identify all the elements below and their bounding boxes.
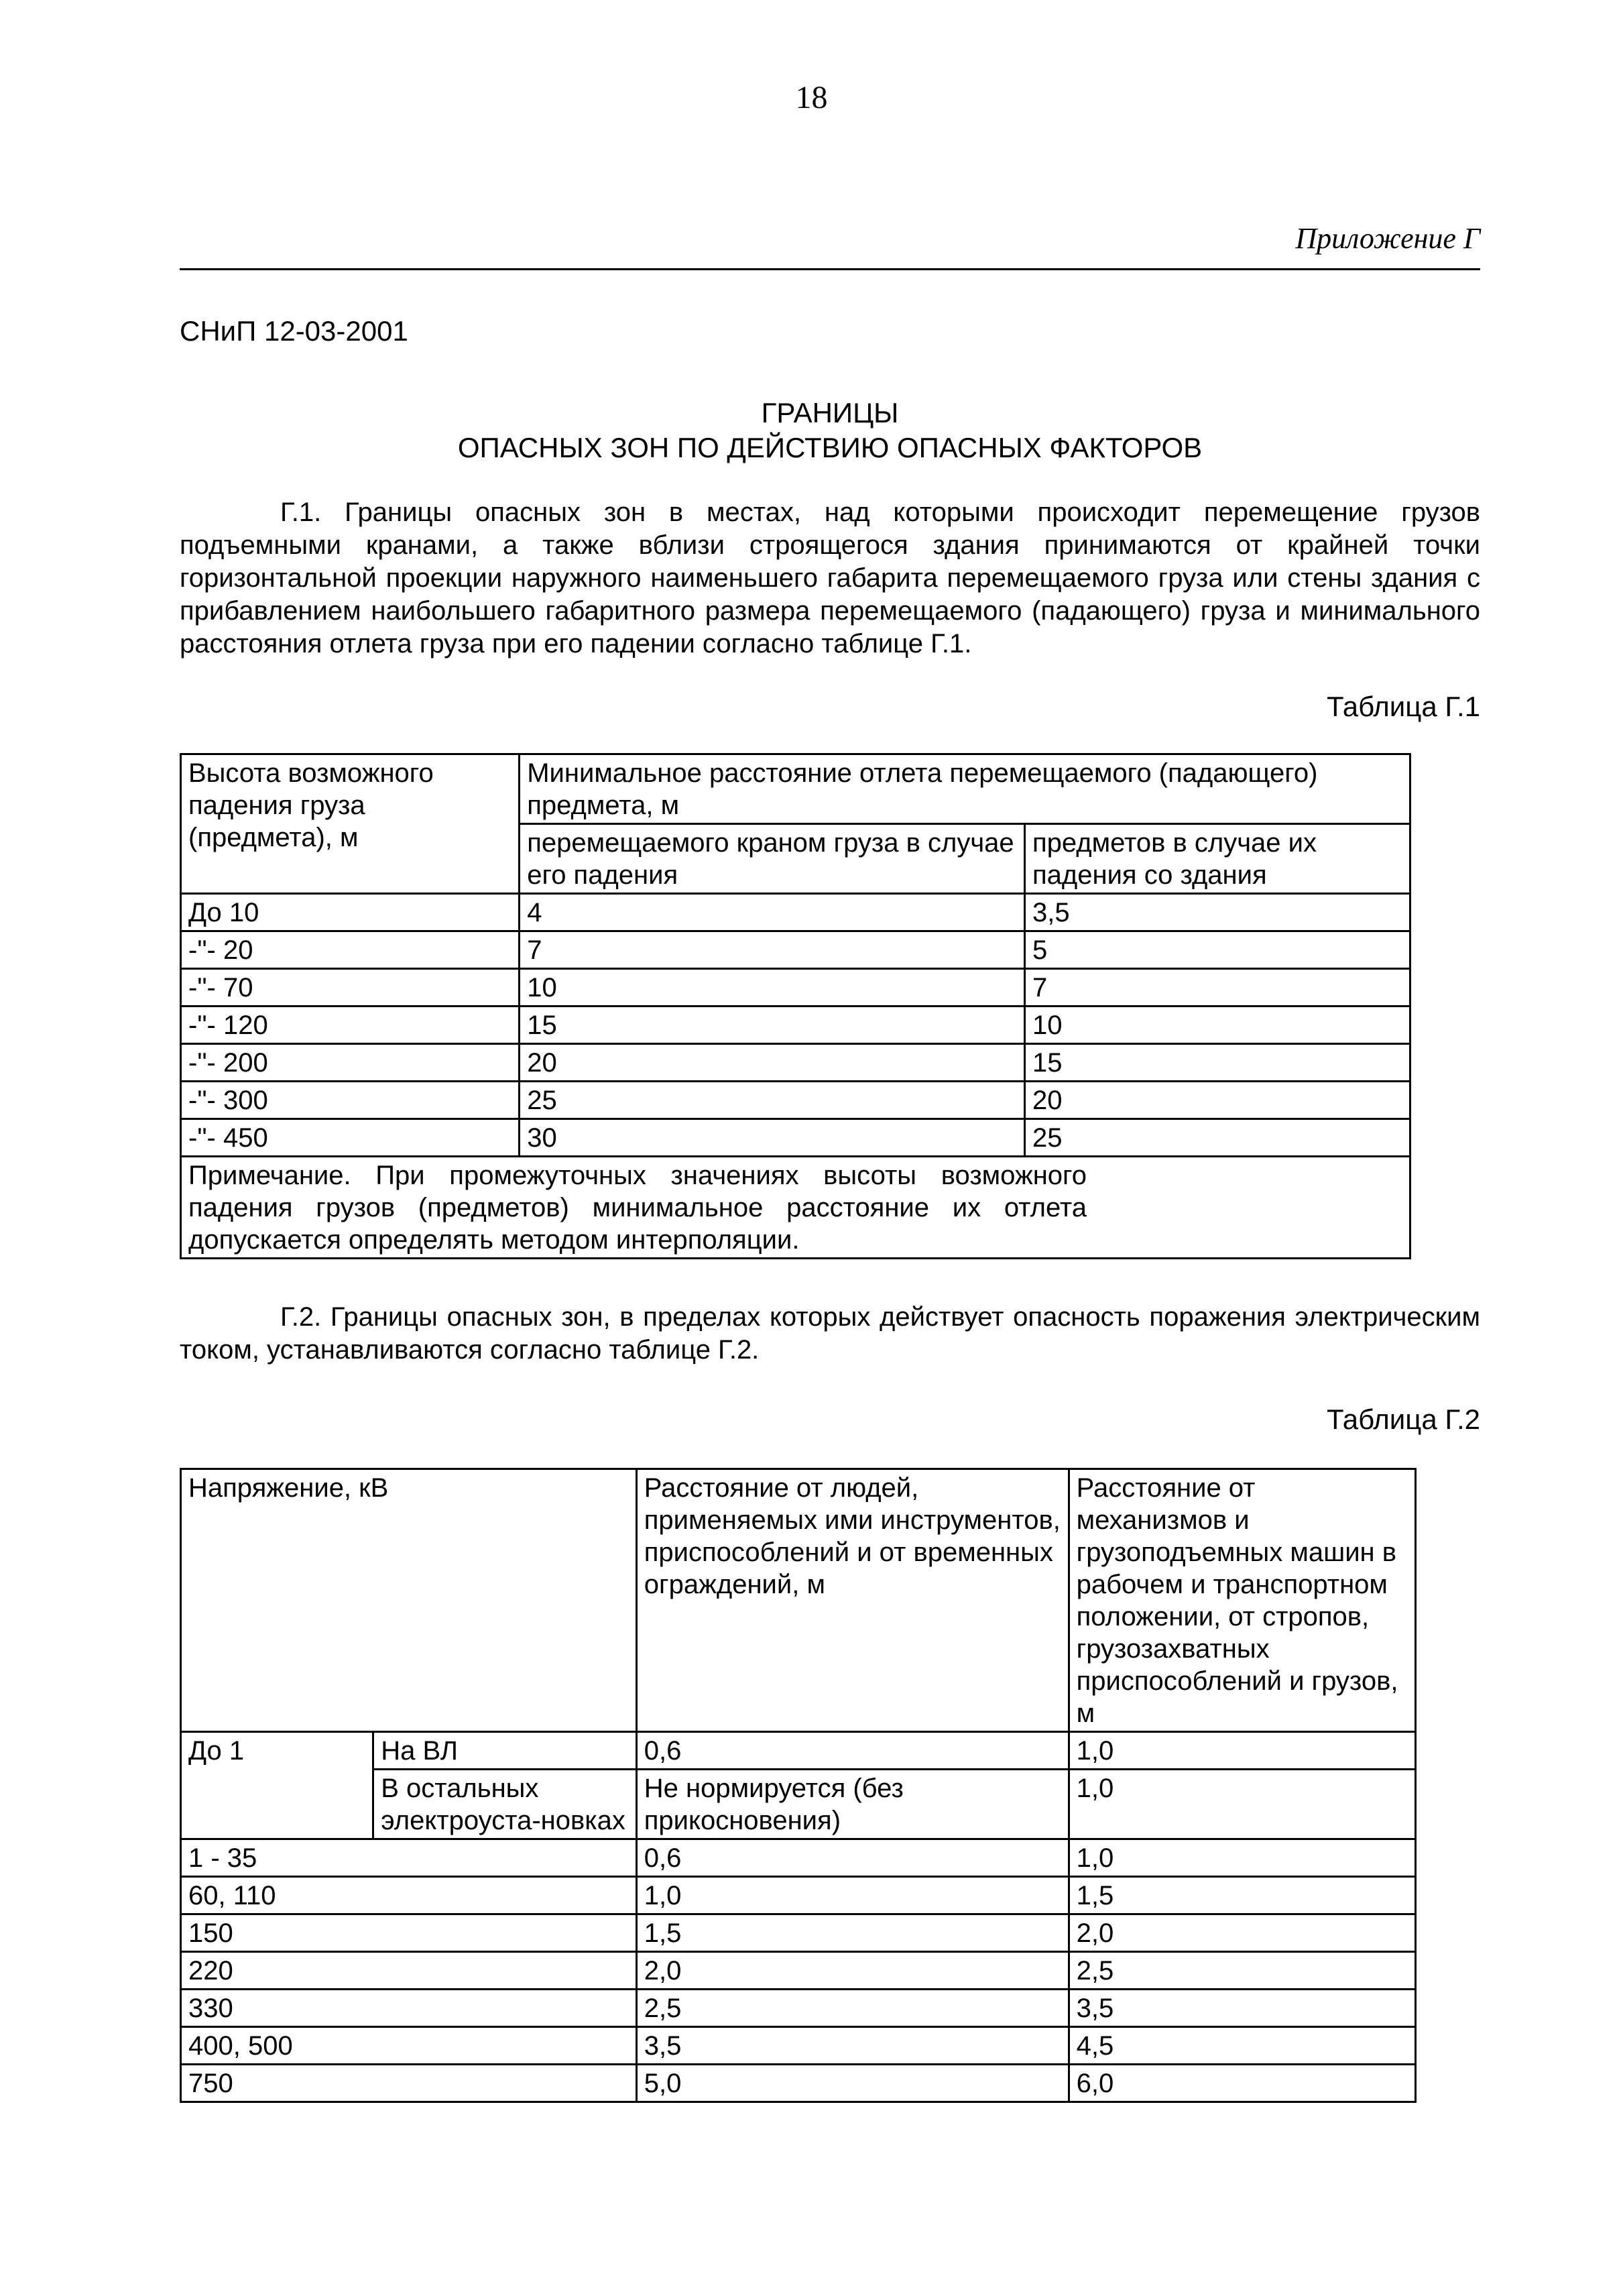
title-line-2: ОПАСНЫХ ЗОН ПО ДЕЙСТВИЮ ОПАСНЫХ ФАКТОРОВ xyxy=(457,432,1203,463)
cell-building: 20 xyxy=(1025,1082,1410,1119)
cell-sub-vl: На ВЛ xyxy=(373,1732,637,1770)
cell-machines: 4,5 xyxy=(1069,2027,1415,2065)
table-row xyxy=(181,1119,1410,1157)
table-row xyxy=(181,969,1410,1007)
cell-people: 0,6 xyxy=(636,1839,1069,1877)
cell-machines: 1,0 xyxy=(1069,1839,1415,1877)
table-row xyxy=(181,931,1410,969)
cell-voltage: 400, 500 xyxy=(181,2027,637,2065)
cell-voltage: 1 - 35 xyxy=(181,1839,637,1877)
cell-people: 5,0 xyxy=(636,2065,1069,2102)
table2-caption: Таблица Г.2 xyxy=(1327,1403,1480,1435)
title-line-1: ГРАНИЦЫ xyxy=(761,397,899,428)
cell-height: -"- 120 xyxy=(181,1007,520,1044)
cell-building: 5 xyxy=(1025,931,1410,969)
cell-people: 2,0 xyxy=(636,1952,1069,1990)
cell-building: 15 xyxy=(1025,1044,1410,1082)
table-row xyxy=(181,1732,1416,1770)
header-people: Расстояние от людей, применяемых ими инструментов, приспособлений и от временных ограждений, м xyxy=(636,1469,1069,1732)
cell-voltage-do1: До 1 xyxy=(181,1732,373,1839)
table-note xyxy=(181,1157,1410,1259)
cell-crane: 15 xyxy=(520,1007,1025,1044)
cell-machines: 2,5 xyxy=(1069,1952,1415,1990)
table-row xyxy=(181,894,1410,931)
header-distance: Минимальное расстояние отлета перемещаемого (падающего) предмета, м xyxy=(520,754,1410,824)
cell-people: 1,5 xyxy=(636,1914,1069,1952)
cell-voltage: 220 xyxy=(181,1952,637,1990)
table-note-text: Примечание. При промежуточных значениях высоты возможного падения грузов (предметов) минимальное расстояние их отлета допускается определять методом интерполяции. xyxy=(188,1161,1087,1255)
paragraph-g2-text: Г.2. Границы опасных зон, в пределах которых действует опасность поражения электрическим током, устанавливаются согласно таблице Г.2. xyxy=(180,1302,1480,1365)
header-building: предметов в случае их падения со здания xyxy=(1025,824,1410,894)
cell-machines: 6,0 xyxy=(1069,2065,1415,2102)
cell-machines: 1,0 xyxy=(1069,1732,1415,1770)
table-note-row xyxy=(181,1157,1410,1259)
cell-machines: 3,5 xyxy=(1069,1990,1415,2027)
cell-height: -"- 200 xyxy=(181,1044,520,1082)
cell-people: 3,5 xyxy=(636,2027,1069,2065)
cell-voltage: 750 xyxy=(181,2065,637,2102)
cell-crane: 20 xyxy=(520,1044,1025,1082)
appendix-label: Приложение Г xyxy=(1295,222,1480,255)
cell-people: 0,6 xyxy=(636,1732,1069,1770)
table-row xyxy=(181,1044,1410,1082)
table-row xyxy=(181,1990,1416,2027)
table-g2 xyxy=(180,1468,1417,2103)
cell-people: 1,0 xyxy=(636,1877,1069,1914)
cell-crane: 4 xyxy=(520,894,1025,931)
cell-people: 2,5 xyxy=(636,1990,1069,2027)
cell-building: 7 xyxy=(1025,969,1410,1007)
cell-machines: 1,0 xyxy=(1069,1770,1415,1839)
cell-machines: 1,5 xyxy=(1069,1877,1415,1914)
cell-crane: 25 xyxy=(520,1082,1025,1119)
doc-code: СНиП 12-03-2001 xyxy=(180,315,408,347)
cell-height: -"- 20 xyxy=(181,931,520,969)
cell-height: До 10 xyxy=(181,894,520,931)
table-g1 xyxy=(180,753,1411,1259)
cell-height: -"- 300 xyxy=(181,1082,520,1119)
page-number: 18 xyxy=(795,80,828,115)
table1-caption: Таблица Г.1 xyxy=(1327,691,1480,722)
header-machines: Расстояние от механизмов и грузоподъемных машин в рабочем и транспортном положении, от стропов, грузозахватных приспособлений и грузов, м xyxy=(1069,1469,1415,1732)
table-row xyxy=(181,1082,1410,1119)
table-row xyxy=(181,2065,1416,2102)
table-header-row xyxy=(181,1469,1416,1732)
cell-voltage: 330 xyxy=(181,1990,637,2027)
header-height: Высота возможного падения груза (предмета), м xyxy=(181,754,520,894)
doc-title xyxy=(180,396,1480,465)
cell-machines: 2,0 xyxy=(1069,1914,1415,1952)
header-rule xyxy=(180,268,1480,270)
table-row xyxy=(181,2027,1416,2065)
cell-building: 3,5 xyxy=(1025,894,1410,931)
table-row xyxy=(181,1952,1416,1990)
cell-height: -"- 70 xyxy=(181,969,520,1007)
table-row xyxy=(181,1839,1416,1877)
cell-people: Не нормируется (без прикосновения) xyxy=(636,1770,1069,1839)
header-voltage: Напряжение, кВ xyxy=(181,1469,637,1732)
cell-crane: 10 xyxy=(520,969,1025,1007)
cell-building: 10 xyxy=(1025,1007,1410,1044)
cell-crane: 30 xyxy=(520,1119,1025,1157)
paragraph-g1-text: Г.1. Границы опасных зон в местах, над которыми происходит перемещение грузов подъемными кранами, а также вблизи строящегося здания принимаются от крайней точки горизонтальной проекции наружного наименьшего габарита перемещаемого груза или стены здания с прибавлением наибольшего габаритного размера перемещаемого (падающего) груза и минимального расстояния отлета груза при его падении согласно таблице Г.1. xyxy=(180,498,1480,658)
header-crane: перемещаемого краном груза в случае его падения xyxy=(520,824,1025,894)
paragraph-g2 xyxy=(180,1301,1480,1367)
cell-height: -"- 450 xyxy=(181,1119,520,1157)
table-row xyxy=(181,1877,1416,1914)
table-header-row xyxy=(181,754,1410,824)
paragraph-g1 xyxy=(180,496,1480,661)
cell-crane: 7 xyxy=(520,931,1025,969)
cell-voltage: 60, 110 xyxy=(181,1877,637,1914)
table-row xyxy=(181,1007,1410,1044)
cell-voltage: 150 xyxy=(181,1914,637,1952)
cell-sub-other: В остальных электроуста-новках xyxy=(373,1770,637,1839)
cell-building: 25 xyxy=(1025,1119,1410,1157)
table-row xyxy=(181,1914,1416,1952)
